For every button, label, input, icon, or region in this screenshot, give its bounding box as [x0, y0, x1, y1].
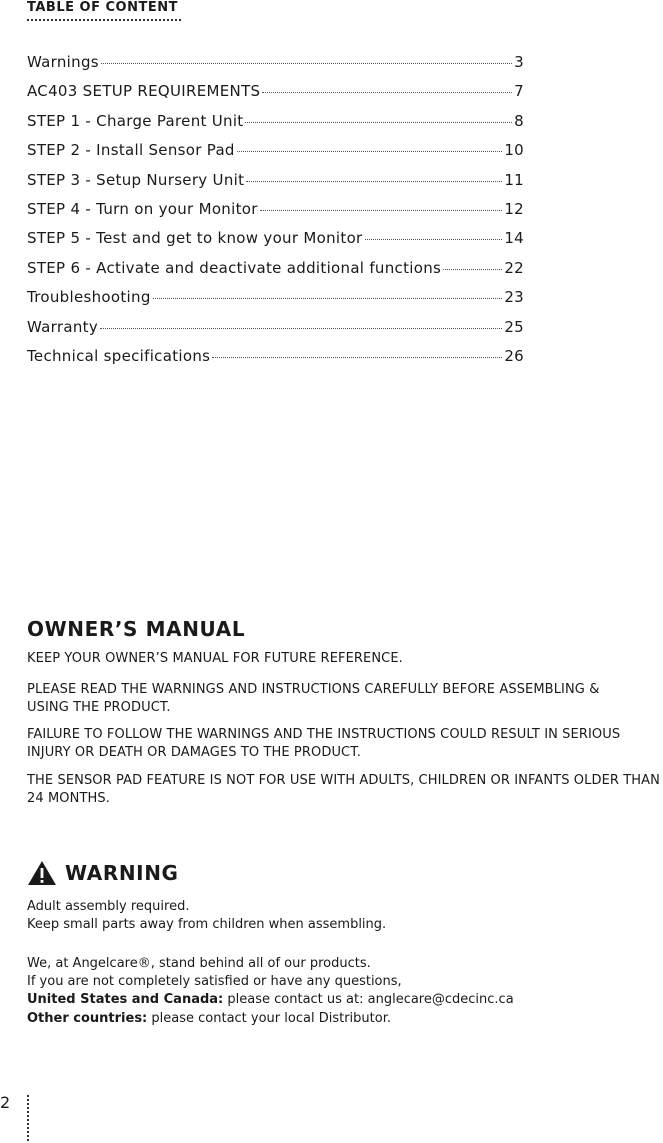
- toc-entry-title: STEP 2 - Install Sensor Pad: [27, 141, 235, 160]
- toc-entry-troubleshooting[interactable]: [27, 287, 524, 316]
- toc-entry-warranty[interactable]: [27, 317, 524, 346]
- warning-heading: [27, 860, 179, 886]
- page-dotted-rule: [27, 1095, 29, 1141]
- support-questions: If you are not completely satisfied or have any questions,: [27, 974, 402, 989]
- toc-dot-leader: [101, 63, 512, 64]
- toc-dot-leader: [237, 151, 503, 152]
- toc-entry-title: Warnings: [27, 53, 99, 71]
- toc-entry-title: STEP 5 - Test and get to know your Monitor: [27, 229, 363, 248]
- toc-dot-leader: [365, 239, 503, 240]
- toc-entry-title: Technical specifications: [27, 346, 211, 365]
- contact-other-countries-text: please contact your local Distributor.: [147, 1011, 391, 1026]
- warning-triangle-icon: [27, 860, 57, 886]
- toc-entry-page: 7: [514, 82, 524, 101]
- toc-entry-page: 11: [504, 170, 524, 189]
- toc-entry-step-6[interactable]: [27, 258, 524, 287]
- warning-title: WARNING: [65, 861, 179, 885]
- toc-entry-title: Warranty: [27, 317, 98, 336]
- toc-entry-page: 3: [514, 53, 524, 71]
- manual-notice-read: PLEASE READ THE WARNINGS AND INSTRUCTIONS CAREFULLY BEFORE ASSEMBLING & USING THE PRODUCT.: [27, 682, 600, 715]
- toc-entry-step-2[interactable]: [27, 140, 524, 169]
- toc-entry-setup-requirements[interactable]: [27, 81, 524, 110]
- page-number: 2: [0, 1093, 11, 1112]
- contact-other-countries-label: Other countries:: [27, 1011, 148, 1026]
- toc-entry-page: 10: [504, 141, 524, 160]
- owners-manual-title: OWNER’S MANUAL: [27, 617, 246, 641]
- contact-us-canada-text: please contact us at: anglecare@cdecinc.ca: [223, 992, 514, 1007]
- toc-entry-technical-specifications[interactable]: [27, 346, 524, 375]
- contact-us-canada-label: United States and Canada:: [27, 992, 224, 1007]
- contact-us-canada: [27, 991, 514, 1009]
- toc-entry-step-4[interactable]: [27, 199, 524, 228]
- toc-entry-page: 22: [504, 258, 524, 277]
- toc-entry-page: 12: [504, 199, 524, 218]
- toc-dot-leader: [212, 357, 502, 358]
- toc-dot-leader: [153, 298, 503, 299]
- toc-entry-page: 8: [514, 111, 524, 130]
- toc-entry-page: 14: [504, 229, 524, 248]
- toc-dot-leader: [100, 328, 502, 329]
- toc-dot-leader: [246, 181, 502, 182]
- toc-entry-title: AC403 SETUP REQUIREMENTS: [27, 82, 261, 101]
- toc-entry-page: 23: [504, 288, 524, 307]
- table-of-contents: [27, 52, 524, 375]
- toc-entry-step-5[interactable]: [27, 228, 524, 257]
- toc-entry-warnings[interactable]: [27, 52, 524, 81]
- contact-other-countries: [27, 1010, 391, 1028]
- toc-dot-leader: [262, 92, 512, 93]
- toc-entry-step-1[interactable]: [27, 111, 524, 140]
- toc-entry-title: Troubleshooting: [27, 288, 151, 307]
- toc-dot-leader: [443, 269, 502, 270]
- toc-entry-title: STEP 6 - Activate and deactivate additional functions: [27, 258, 442, 277]
- manual-notice-keep: KEEP YOUR OWNER’S MANUAL FOR FUTURE REFERENCE.: [27, 651, 403, 666]
- toc-entry-page: 26: [504, 346, 524, 365]
- warning-small-parts: Keep small parts away from children when assembling.: [27, 917, 387, 932]
- toc-heading-underline: [27, 19, 181, 21]
- support-statement: We, at Angelcare®, stand behind all of our products.: [27, 956, 371, 971]
- toc-entry-title: STEP 1 - Charge Parent Unit: [27, 111, 244, 130]
- toc-dot-leader: [245, 122, 512, 123]
- warning-adult-assembly: Adult assembly required.: [27, 899, 190, 914]
- toc-entry-page: 25: [504, 317, 524, 336]
- toc-entry-title: STEP 4 - Turn on your Monitor: [27, 199, 258, 218]
- manual-notice-failure: FAILURE TO FOLLOW THE WARNINGS AND THE INSTRUCTIONS COULD RESULT IN SERIOUS INJURY OR DEATH OR DAMAGES TO THE PRODUCT.: [27, 727, 621, 760]
- toc-entry-step-3[interactable]: [27, 170, 524, 199]
- toc-entry-title: STEP 3 - Setup Nursery Unit: [27, 170, 245, 189]
- toc-dot-leader: [260, 210, 503, 211]
- manual-notice-sensor-pad: THE SENSOR PAD FEATURE IS NOT FOR USE WITH ADULTS, CHILDREN OR INFANTS OLDER THAN 24 MONTHS.: [27, 773, 660, 806]
- toc-heading: TABLE OF CONTENT: [27, 0, 178, 15]
